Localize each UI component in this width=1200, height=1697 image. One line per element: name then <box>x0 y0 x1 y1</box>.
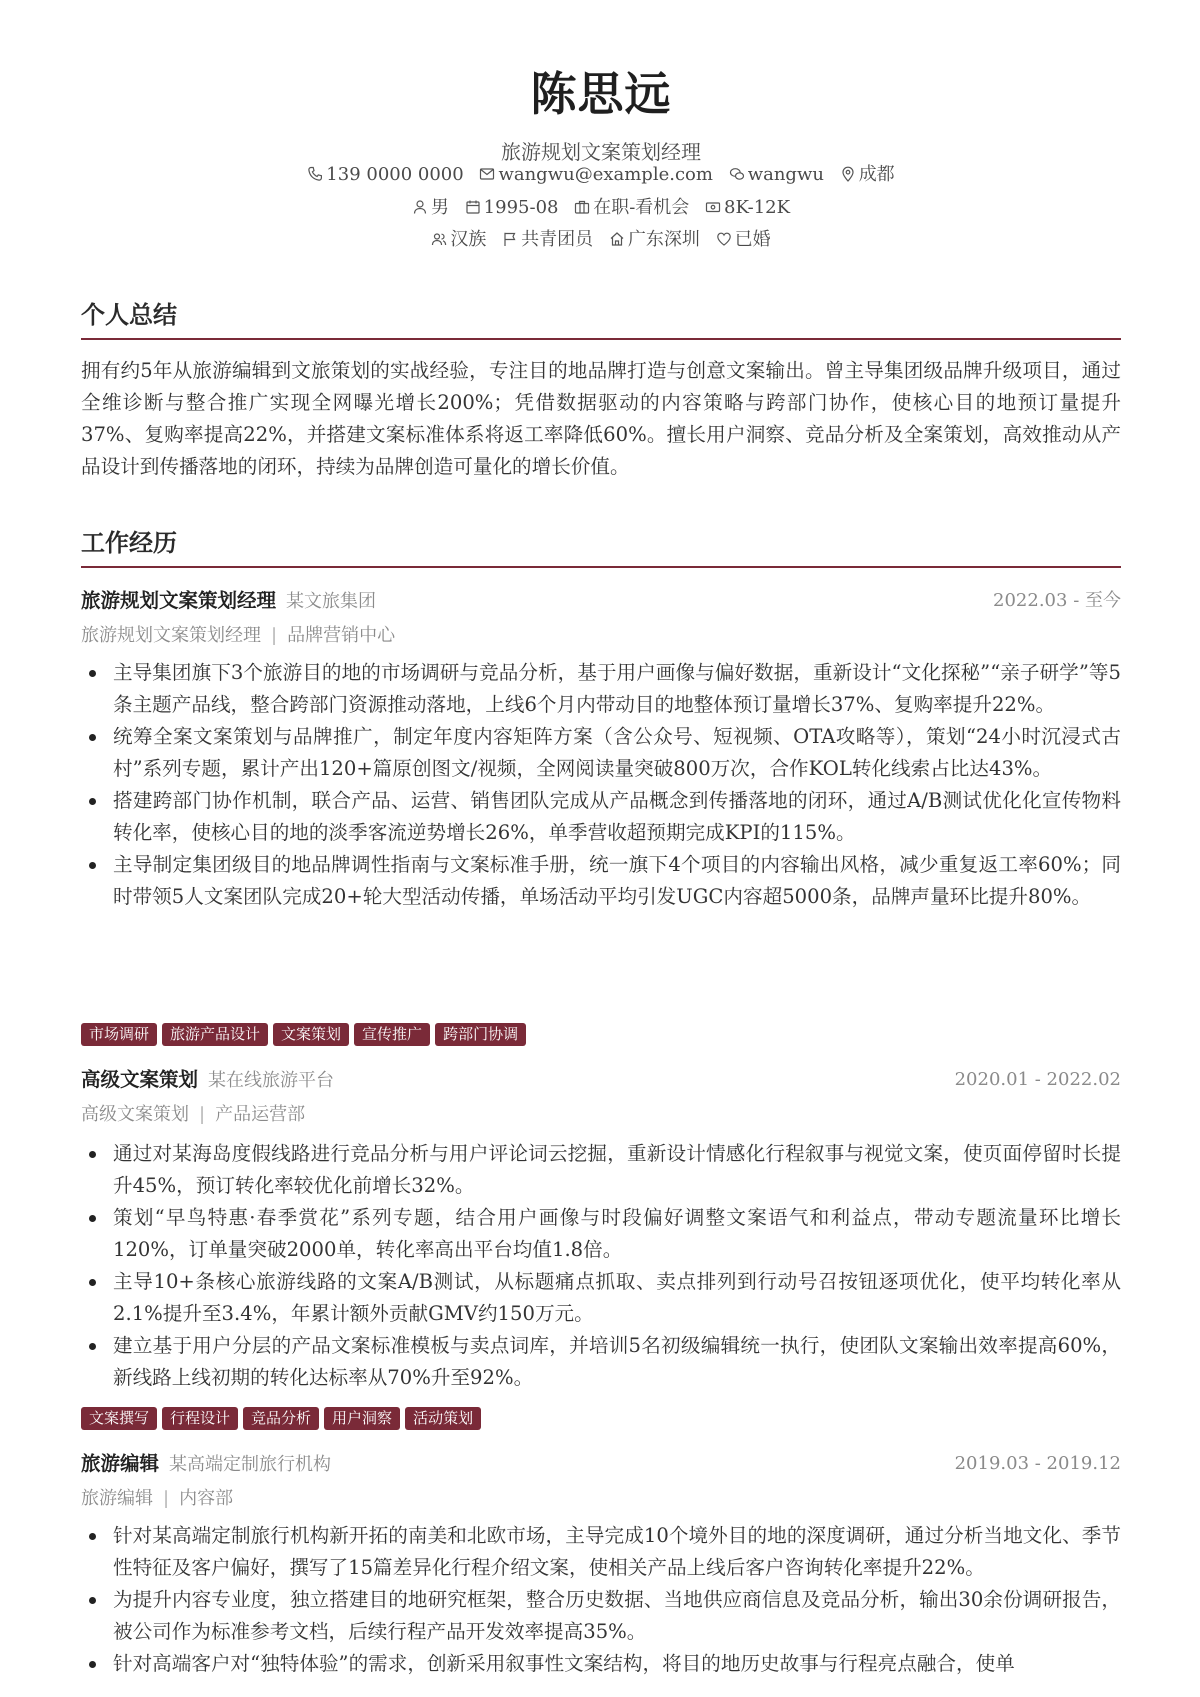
skill-tag: 竞品分析 <box>243 1407 319 1430</box>
email-text: wangwu@example.com <box>498 164 713 185</box>
bullet-dot <box>89 1215 96 1222</box>
job-department: 产品运营部 <box>215 1104 306 1125</box>
job-2-header <box>81 1065 1121 1095</box>
marital-item <box>716 227 771 253</box>
job-department: 内容部 <box>179 1488 234 1509</box>
summary-heading: 个人总结 <box>81 300 177 329</box>
bullet-dot <box>89 1151 96 1158</box>
bullet-text: 主导10+条核心旅游线路的文案A/B测试，从标题痛点抓取、卖点排列到行动号召按钮逐项优化，使平均转化率从2.1%提升至3.4%，年累计额外贡献GMV约150万元。 <box>113 1270 1121 1325</box>
bullet-item <box>81 1520 1121 1584</box>
job-title: 旅游编辑 <box>81 1452 160 1475</box>
skill-tag: 旅游产品设计 <box>162 1023 268 1046</box>
salary-text: 8K-12K <box>724 197 791 218</box>
candidate-name: 陈思远 <box>530 67 672 121</box>
job-company: 某高端定制旅行机构 <box>169 1454 332 1475</box>
personal-row <box>81 227 1121 253</box>
skill-tag: 行程设计 <box>162 1407 238 1430</box>
phone-icon <box>307 166 323 182</box>
skill-tag: 跨部门协调 <box>435 1023 526 1046</box>
bullet-item <box>81 785 1121 849</box>
location-item <box>840 162 895 188</box>
political-item <box>502 227 593 253</box>
gender-item <box>412 195 449 221</box>
wechat-text: wangwu <box>747 164 824 185</box>
bullet-text: 主导集团旗下3个旅游目的地的市场调研与竞品分析，基于用户画像与偏好数据，重新设计“文化探秘”“亲子研学”等5条主题产品线，整合跨部门资源推动落地，上线6个月内带动目的地整体预订量增长37%、复购率提升22%。 <box>113 661 1121 716</box>
contact-row <box>81 162 1121 188</box>
candidate-title: 旅游规划文案策划经理 <box>501 140 701 164</box>
job-title: 高级文案策划 <box>81 1068 199 1091</box>
user-icon <box>412 199 428 215</box>
job-role: 旅游规划文案策划经理 <box>81 625 261 646</box>
summary-divider <box>81 338 1121 340</box>
bullet-dot <box>89 1533 96 1540</box>
birth-item <box>465 195 559 221</box>
political-text: 共青团员 <box>521 229 594 250</box>
bullet-dot <box>89 670 96 677</box>
people-icon <box>431 231 447 247</box>
bullet-dot <box>89 862 96 869</box>
skill-tag: 文案撰写 <box>81 1407 157 1430</box>
status-item <box>574 195 689 221</box>
job-1-bullets <box>81 657 1121 913</box>
bullet-dot <box>89 734 96 741</box>
hometown-item <box>609 227 700 253</box>
ethnicity-text: 汉族 <box>450 229 487 250</box>
bullet-item <box>81 1138 1121 1202</box>
job-company: 某在线旅游平台 <box>208 1070 335 1091</box>
bullet-text: 建立基于用户分层的产品文案标准模板与卖点词库，并培训5名初级编辑统一执行，使团队文案输出效率提高60%，新线路上线初期的转化达标率从70%升至92%。 <box>113 1334 1121 1389</box>
salary-item <box>705 195 790 221</box>
role-separator: | <box>163 1488 170 1509</box>
job-2-role-line <box>81 1102 1121 1128</box>
job-department: 品牌营销中心 <box>287 625 396 646</box>
bullet-text: 策划“早鸟特惠·春季赏花”系列专题，结合用户画像与时段偏好调整文案语气和利益点，带动专题流量环比增长120%，订单量突破2000单，转化率高出平台均值1.8倍。 <box>113 1206 1121 1261</box>
bullet-item <box>81 849 1121 913</box>
bullet-text: 针对某高端定制旅行机构新开拓的南美和北欧市场，主导完成10个境外目的地的深度调研，通过分析当地文化、季节性特征及客户偏好，撰写了15篇差异化行程介绍文案，使相关产品上线后客户咨询转化率提升22%。 <box>113 1524 1121 1579</box>
bullet-item <box>81 657 1121 721</box>
job-1-role-line <box>81 623 1121 649</box>
email-item <box>479 162 713 188</box>
bullet-item <box>81 1266 1121 1330</box>
job-3-bullets <box>81 1520 1121 1680</box>
bullet-text: 针对高端客户对“独特体验”的需求，创新采用叙事性文案结构，将目的地历史故事与行程亮点融合，使单 <box>113 1652 1015 1675</box>
status-text: 在职-看机会 <box>593 197 690 218</box>
skill-tag: 市场调研 <box>81 1023 157 1046</box>
bullet-text: 为提升内容专业度，独立搭建目的地研究框架，整合历史数据、当地供应商信息及竞品分析，输出30余份调研报告，被公司作为标准参考文档，后续行程产品开发效率提高35%。 <box>113 1588 1121 1643</box>
bullet-item <box>81 1330 1121 1394</box>
flag-icon <box>502 231 518 247</box>
basics-row <box>81 195 1121 221</box>
calendar-icon <box>465 199 481 215</box>
bullet-text: 主导制定集团级目的地品牌调性指南与文案标准手册，统一旗下4个项目的内容输出风格，减少重复返工率60%；同时带领5人文案团队完成20+轮大型活动传播，单场活动平均引发UGC内容超5000条，品牌声量环比提升80%。 <box>113 853 1121 908</box>
bullet-dot <box>89 1597 96 1604</box>
bullet-item <box>81 1584 1121 1648</box>
mail-icon <box>479 166 495 182</box>
skill-tag: 宣传推广 <box>354 1023 430 1046</box>
job-company: 某文旅集团 <box>286 591 377 612</box>
location-text: 成都 <box>858 164 895 185</box>
salary-icon <box>705 199 721 215</box>
bullet-item <box>81 1648 1121 1680</box>
bullet-dot <box>89 1279 96 1286</box>
wechat-item <box>729 162 824 188</box>
bullet-dot <box>89 1343 96 1350</box>
bullet-item <box>81 1202 1121 1266</box>
job-title: 旅游规划文案策划经理 <box>81 589 277 612</box>
job-date: 2022.03 - 至今 <box>993 590 1121 611</box>
ethnicity-item <box>431 227 486 253</box>
heart-icon <box>716 231 732 247</box>
bullet-item <box>81 721 1121 785</box>
job-2-bullets <box>81 1138 1121 1394</box>
summary-text: 拥有约5年从旅游编辑到文旅策划的实战经验，专注目的地品牌打造与创意文案输出。曾主导集团级品牌升级项目，通过全维诊断与整合推广实现全网曝光增长200%；凭借数据驱动的内容策略与跨部门协作，使核心目的地预订量提升37%、复购率提高22%，并搭建文案标准体系将返工率降低60%。擅长用户洞察、竞品分析及全案策划，高效推动从产品设计到传播落地的闭环，持续为品牌创造可量化的增长价值。 <box>81 359 1121 478</box>
location-icon <box>840 166 856 182</box>
home-icon <box>609 231 625 247</box>
bullet-text: 统筹全案文案策划与品牌推广，制定年度内容矩阵方案（含公众号、短视频、OTA攻略等），策划“24小时沉浸式古村”系列专题，累计产出120+篇原创图文/视频，全网阅读量突破800万次，合作KOL转化线索占比达43%。 <box>113 725 1121 780</box>
bullet-dot <box>89 1661 96 1668</box>
job-date: 2020.01 - 2022.02 <box>954 1069 1121 1090</box>
job-date: 2019.03 - 2019.12 <box>954 1453 1121 1474</box>
phone-text: 139 0000 0000 <box>326 164 464 185</box>
job-3-header <box>81 1449 1121 1479</box>
bullet-text: 通过对某海岛度假线路进行竞品分析与用户评论词云挖掘，重新设计情感化行程叙事与视觉文案，使页面停留时长提升45%，预订转化率较优化前增长32%。 <box>113 1142 1121 1197</box>
bullet-text: 搭建跨部门协作机制，联合产品、运营、销售团队完成从产品概念到传播落地的闭环，通过A/B测试优化化宣传物料转化率，使核心目的地的淡季客流逆势增长26%，单季营收超预期完成KPI的115%。 <box>113 789 1121 844</box>
wechat-icon <box>729 166 745 182</box>
marital-text: 已婚 <box>734 229 771 250</box>
role-separator: | <box>199 1104 206 1125</box>
job-role: 高级文案策划 <box>81 1104 189 1125</box>
bullet-dot <box>89 798 96 805</box>
job-2-skill-tags <box>81 1407 1121 1431</box>
briefcase-icon <box>574 199 590 215</box>
role-separator: | <box>271 625 278 646</box>
experience-heading: 工作经历 <box>81 528 177 557</box>
gender-text: 男 <box>430 197 449 218</box>
job-1-skill-tags <box>81 1023 1121 1047</box>
hometown-text: 广东深圳 <box>627 229 700 250</box>
experience-divider <box>81 566 1121 568</box>
birth-text: 1995-08 <box>483 197 559 218</box>
skill-tag: 活动策划 <box>405 1407 481 1430</box>
skill-tag: 文案策划 <box>273 1023 349 1046</box>
phone-item <box>307 162 463 188</box>
job-1-header <box>81 586 1121 616</box>
job-3-role-line <box>81 1486 1121 1512</box>
skill-tag: 用户洞察 <box>324 1407 400 1430</box>
job-role: 旅游编辑 <box>81 1488 153 1509</box>
